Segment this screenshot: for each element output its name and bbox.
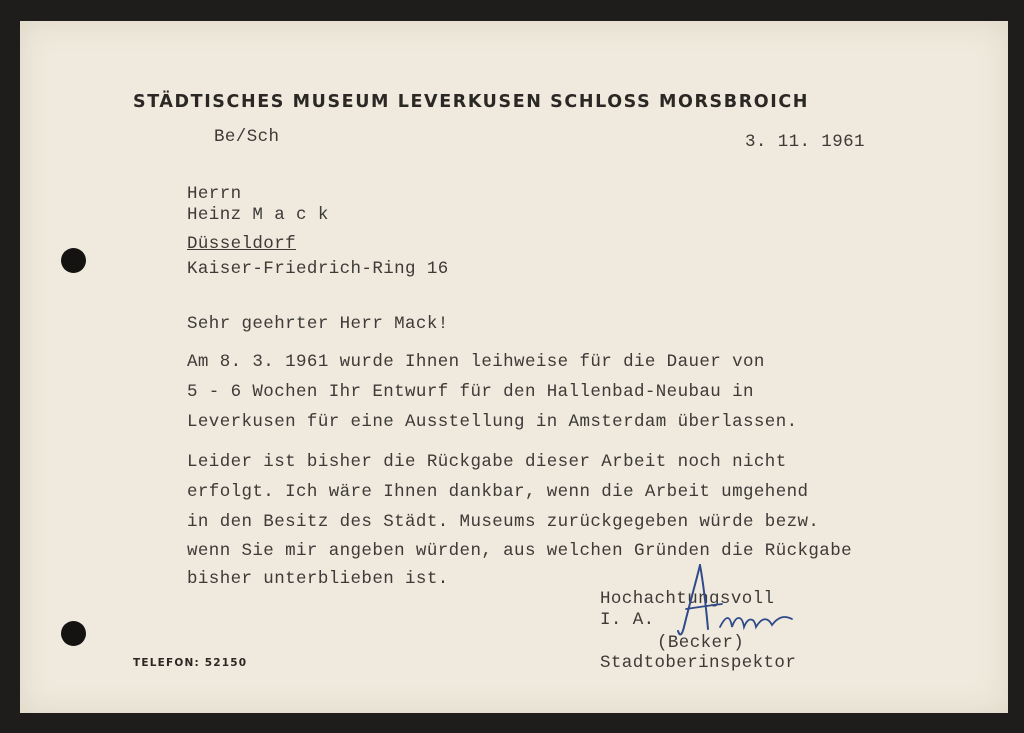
paragraph2-line: Leider ist bisher die Rückgabe dieser Arbeit noch nicht: [187, 452, 787, 472]
paragraph1-line: 5 - 6 Wochen Ihr Entwurf für den Hallenbad-Neubau in: [187, 382, 754, 402]
paragraph2-line: bisher unterblieben ist.: [187, 569, 449, 589]
punch-hole-bottom: [61, 621, 86, 646]
letter-date: 3. 11. 1961: [745, 132, 865, 152]
signer-title: Stadtoberinspektor: [600, 653, 797, 673]
footer-telefon: TELEFON: 52150: [133, 657, 248, 669]
paragraph1-line: Am 8. 3. 1961 wurde Ihnen leihweise für die Dauer von: [187, 352, 765, 372]
paragraph2-line: wenn Sie mir angeben würden, aus welchen Gründen die Rückgabe: [187, 541, 853, 561]
address-name: Heinz M a c k: [187, 205, 329, 225]
signer-name: (Becker): [657, 633, 745, 653]
greeting: Sehr geehrter Herr Mack!: [187, 314, 449, 334]
closing-ia: I. A.: [600, 610, 655, 630]
paragraph2-line: erfolgt. Ich wäre Ihnen dankbar, wenn die Arbeit umgehend: [187, 482, 809, 502]
address-street: Kaiser-Friedrich-Ring 16: [187, 259, 449, 279]
address-city: Düsseldorf: [187, 234, 297, 254]
closing-phrase: Hochachtungsvoll: [600, 589, 775, 609]
letterhead: STÄDTISCHES MUSEUM LEVERKUSEN SCHLOSS MORSBROICH: [133, 92, 810, 112]
reference-code: Be/Sch: [214, 127, 280, 147]
paragraph2-line: in den Besitz des Städt. Museums zurückgegeben würde bezw.: [187, 512, 820, 532]
address-salutation-line: Herrn: [187, 184, 242, 204]
paragraph1-line: Leverkusen für eine Ausstellung in Amsterdam überlassen.: [187, 412, 798, 432]
handwritten-signature: [660, 557, 800, 647]
punch-hole-top: [61, 248, 86, 273]
